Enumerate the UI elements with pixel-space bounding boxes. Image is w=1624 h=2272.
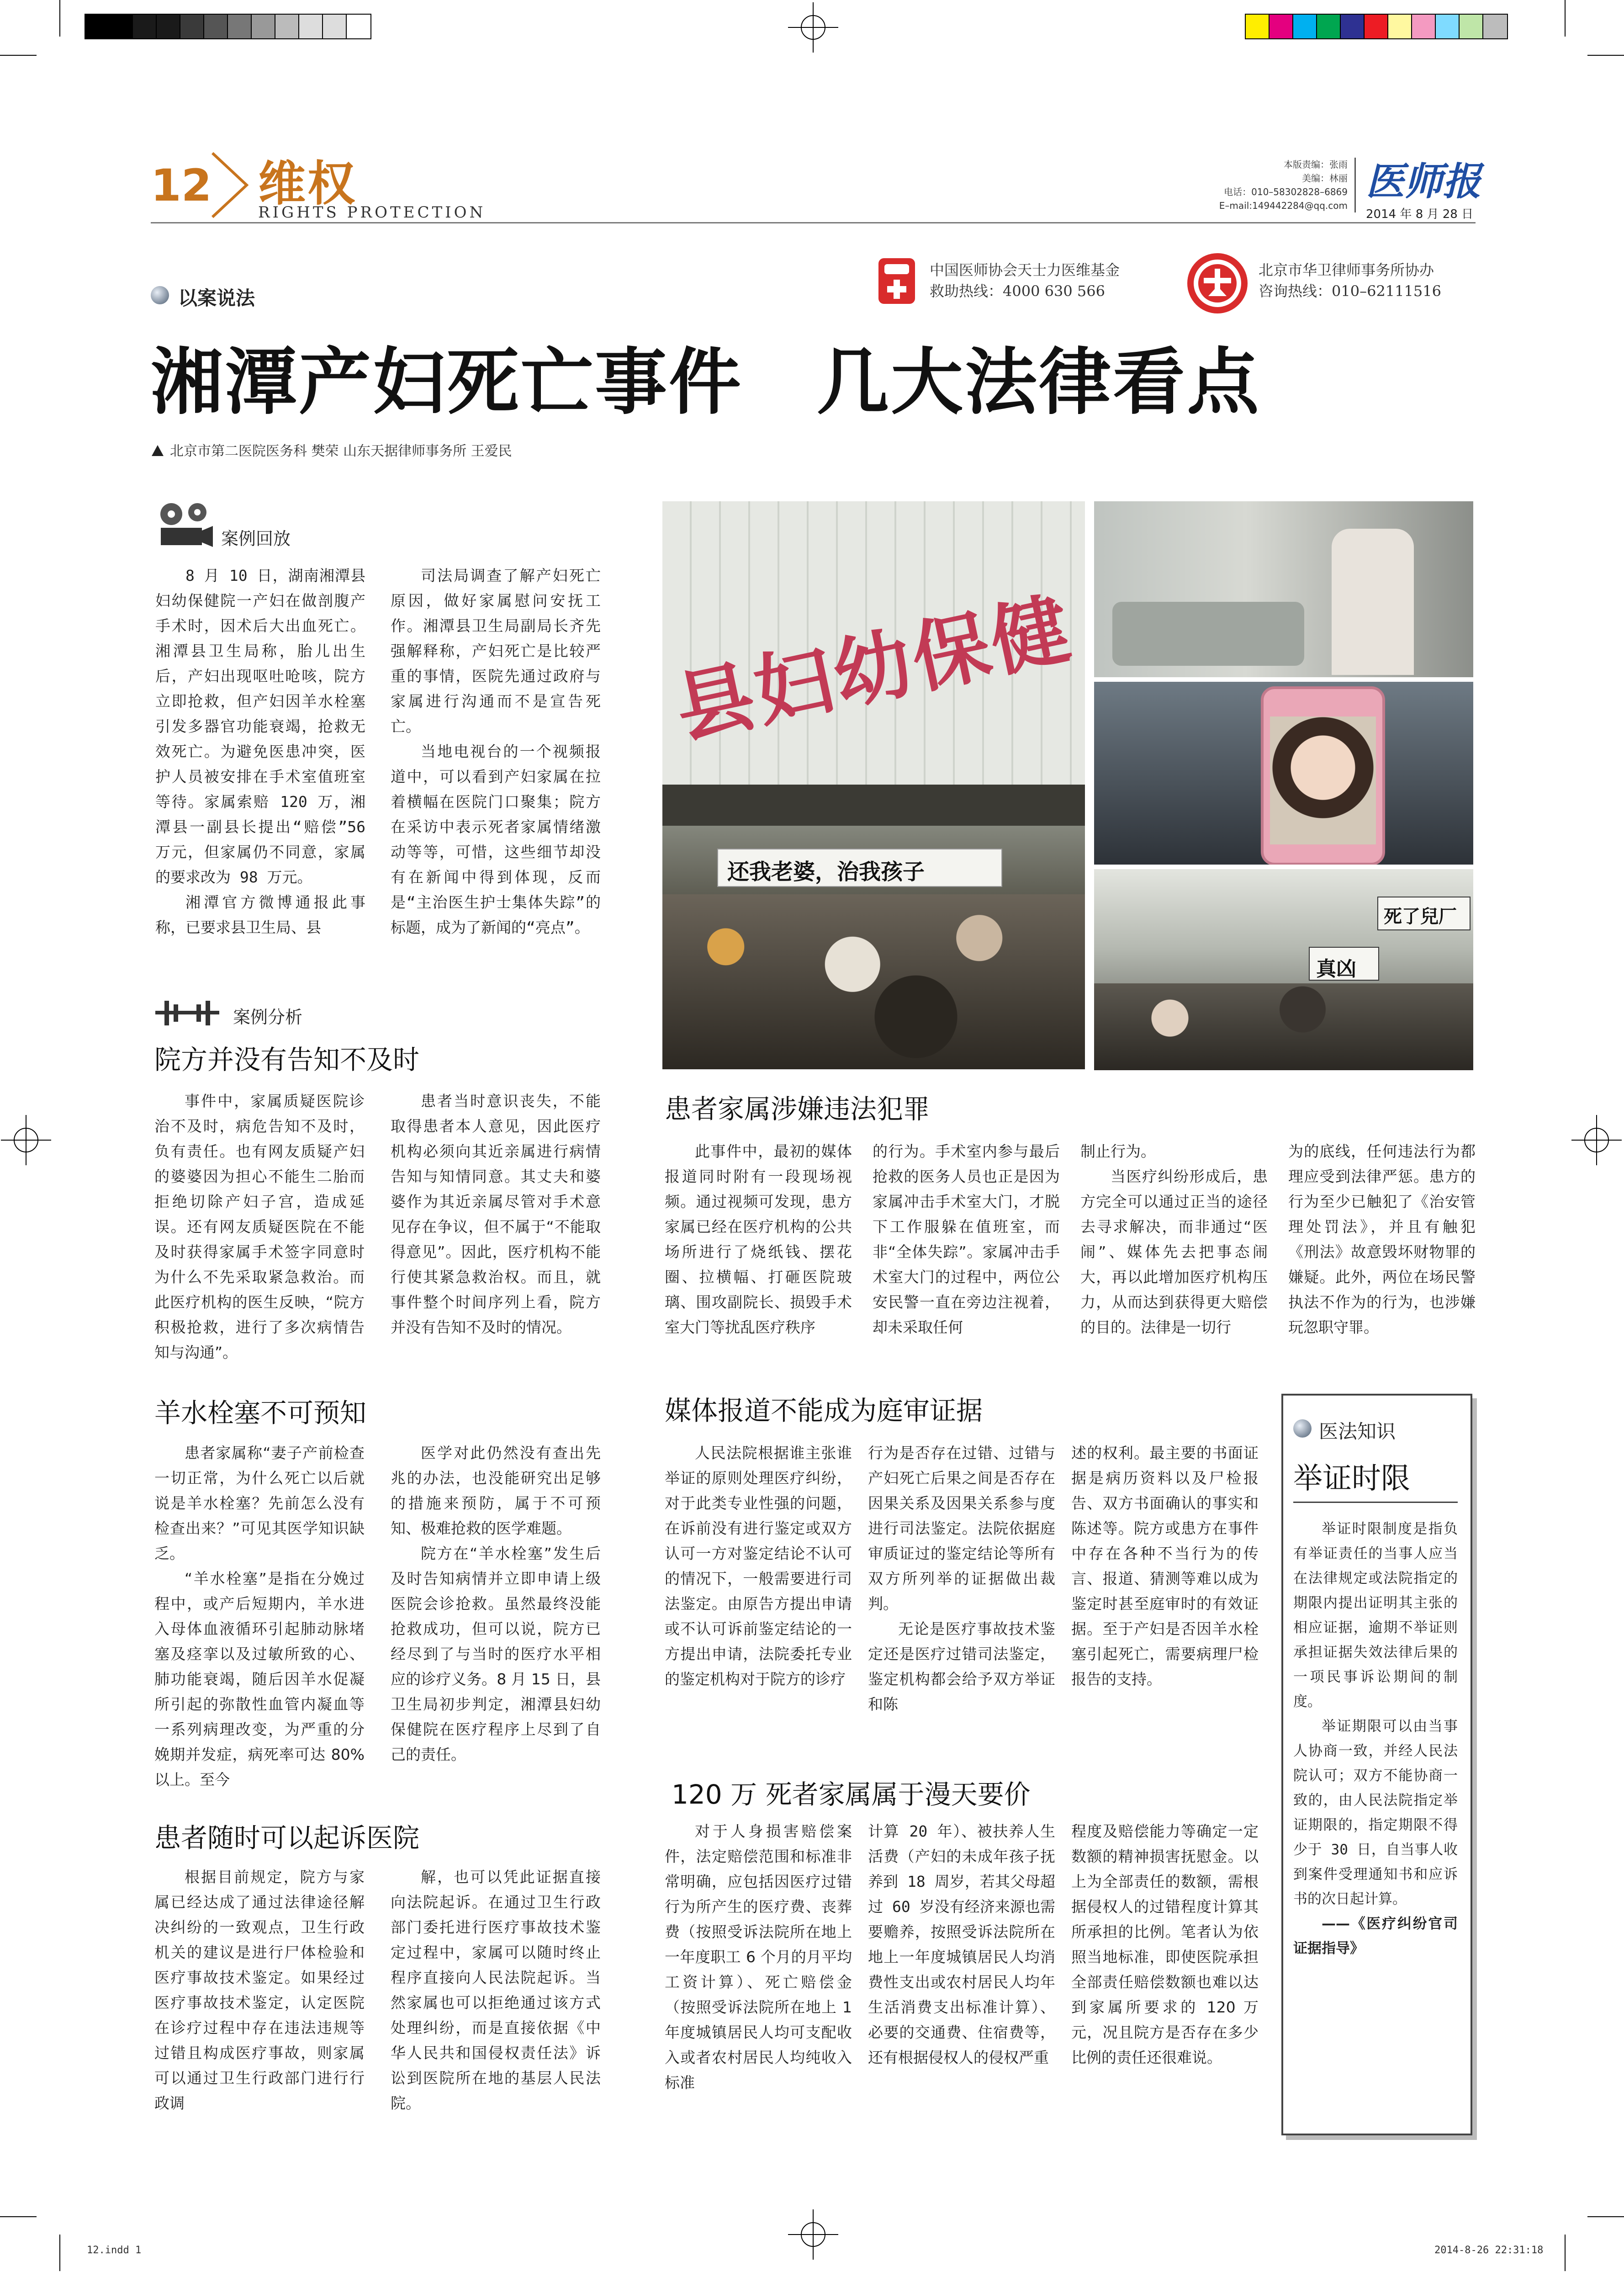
hotline-right: 北京市华卫律师事务所协办 咨询热线：010–62111516 — [1259, 261, 1441, 300]
chevron-right-icon — [208, 151, 251, 219]
phone-portrait-photo — [1094, 682, 1473, 865]
crop-line — [59, 2235, 60, 2271]
legal-knowledge-sidebar — [1281, 1394, 1472, 2135]
section-6-col-3: 程度及赔偿能力等确定一定数额的精神损害抚慰金。以上为全部责任的数额，需根据侵权人的过错程度计算其所承担的比例。笔者认为依照当地标准，即使医院承担全部责任赔偿数额也难以达到家属所要求的 120 万元，况且院方是否存在多少比例的责任还很难说。 — [1071, 1822, 1259, 2066]
building-sign: 县妇幼保健 — [667, 582, 1080, 755]
masthead-logo: 医师报 — [1366, 159, 1481, 204]
section-3-col-1: 根据目前规定，院方与家属已经达成了通过法律途径解决纠纷的一致观点，卫生行政机关的建议是进行尸体检验和医疗事故技术鉴定。如果经过医疗事故技术鉴定，认定医院在诊疗过程中存在违法违规等过错且构成医疗事故，则家属可以通过卫生行政部门进行行政调 — [154, 1868, 365, 2112]
entrance-canopy — [662, 785, 1085, 826]
crop-line — [1587, 2216, 1624, 2217]
hotline-left: 中国医师协会天士力医维基金 救助热线：4000 630 566 — [930, 261, 1120, 300]
ward-bed — [1112, 602, 1304, 666]
bullet-dot-icon — [151, 286, 169, 304]
section-2-col-1: 患者家属称“妻子产前检查一切正常，为什么死亡以后就说是羊水栓塞？先前怎么没有检查出来？”可见其医学知识缺乏。 “羊水栓塞”是指在分娩过程中，或产后短期内，羊水进入母体血液循环引起肺动脉堵塞及痉挛以及过敏所致的心、肺功能衰竭，随后因羊水促凝所引起的弥散性血管内凝血等一系列病理改变，为严重的分娩期并发症，病死率可达 80% 以上。至今 — [154, 1444, 365, 1789]
hospital-entrance-photo — [662, 501, 1085, 1069]
issue-date: 2014 年 8 月 28 日 — [1366, 207, 1474, 221]
masthead-divider — [1354, 158, 1356, 212]
phone-device — [1261, 686, 1385, 865]
section-6-col-1: 对于人身损害赔偿案件，法定赔偿范围和标准非常明确，应包括因医疗过错行为所产生的医疗费、丧葬费（按照受诉法院所在地上一年度职工 6 个月的月平均工资计算）、死亡赔偿金（按照受诉法院所在地上 1 年度城镇居民人均可支配收入或者农村居民人均纯收入标准 — [665, 1822, 852, 2092]
section-5-col-3: 述的权利。最主要的书面证据是病历资料以及尸检报告、双方书面确认的事实和陈述等。院方或患方在事件中存在各种不当行为的传言、报道、猜测等难以成为鉴定时甚至庭审时的有效证据。至于产妇是否因羊水栓塞引起死亡，需要病理尸检报告的支持。 — [1071, 1444, 1259, 1688]
section-5-col-1: 人民法院根据谁主张谁举证的原则处理医疗纠纷，对于此类专业性强的问题，在诉前没有进行鉴定或双方认可一方对鉴定结论不认可的情况下，一般需要进行司法鉴定。由原告方提出申请或不认可诉前鉴定结论的一方提出申请，法院委托专业的鉴定机构对于院方的诊疗 — [665, 1444, 852, 1688]
triangle-icon — [151, 444, 164, 457]
section-4-title: 患者家属涉嫌违法犯罪 — [665, 1094, 930, 1125]
section-3-title: 患者随时可以起诉医院 — [154, 1822, 420, 1853]
footer-timestamp: 2014-8-26 22:31:18 — [1434, 2245, 1544, 2256]
registration-mark-top — [788, 2, 838, 53]
section-4-col-2: 的行为。手术室内参与最后抢救的医务人员也正是因为家属冲击手术室大门，才脱下工作服躲在值班室，而非“全体失踪”。家属冲击手术室大门的过程中，两位公安民警一直在旁边注视着，却未采取任何 — [873, 1142, 1060, 1336]
section-1-col-1: 事件中，家属质疑医院诊治不及时，病危告知不及时，负有责任。也有网友质疑产妇的婆婆因为担心不能生二胎而拒绝切除产妇子宫，造成延误。还有网友质疑医院在不能及时获得家属手术签字同意时为什么不先采取紧急救治。而此医疗机构的医生反映，“院方积极抢救，进行了多次病情告知与沟通”。 — [154, 1092, 365, 1361]
case-review-col-1: 8 月 10 日，湖南湘潭县妇幼保健院一产妇在做剖腹产手术时，因术后大出血死亡。湘潭县卫生局称，胎儿出生后，产妇出现呕吐呛咳，院方立即抢救，但产妇因羊水栓塞引发多器官功能衰竭，抢救无效死亡。为避免医患冲突，医护人员被安排在手术室值班室等待。家属索赔 120 万，湘潭县一副县长提出“赔偿”56 万元，但家属仍不同意，家属的要求改为 98 万元。 湘潭官方微博通报此事称，已要求县卫生局、县 — [155, 567, 365, 936]
crop-line — [1565, 2235, 1566, 2271]
byline: 北京市第二医院医务科 樊荣 山东天据律师事务所 王爱民 — [170, 443, 512, 459]
section-6-col-2: 计算 20 年）、被扶养人生活费（产妇的未成年孩子抚养到 18 周岁，若其父母超过 60 岁没有经济来源也需要赡养，按照受诉法院所在地上一年度城镇居民人均消费性支出或农村居民人均年生活消费支出标准计算）、必要的交通费、住宿费等，还有根据侵权人的侵权严重 — [868, 1822, 1055, 2066]
headline: 湘潭产妇死亡事件 几大法律看点 — [151, 340, 1261, 425]
footer-file: 12.indd 1 — [87, 2245, 142, 2256]
section-5-title: 媒体报道不能成为庭审证据 — [665, 1395, 983, 1426]
case-review-col-2: 司法局调查了解产妇死亡原因，做好家属慰问安抚工作。湘潭县卫生局副局长齐先强解释称，产妇死亡是比较严重的事情，医院先通过政府与家属进行沟通而不是宣告死亡。 当地电视台的一个视频报道中，可以看到产妇家属在拉着横幅在医院门口聚集；院方在采访中表示死者家属情绪激动等等，可惜，这些细节却没有在新闻中得到体现，反而是“主治医生护士集体失踪”的标题，成为了新闻的“亮点”。 — [391, 567, 601, 936]
crowd-small — [1094, 983, 1473, 1070]
bullet-dot-icon — [1293, 1419, 1312, 1438]
crowd — [662, 894, 1085, 1069]
case-review-label: 案例回放 — [221, 529, 291, 549]
sidebar-rule — [1293, 1502, 1458, 1503]
crop-line — [59, 0, 60, 37]
section-4-col-4: 为的底线，任何违法行为都理应受到法律严惩。患方的行为至少已触犯了《治安管理处罚法》，并且有触犯《刑法》故意毁坏财物罪的嫌疑。此外，两位在场民警执法不作为的行为，也涉嫌玩忽职守罪。 — [1288, 1142, 1476, 1336]
sidebar-label: 医法知识 — [1319, 1420, 1396, 1443]
section-4-col-3: 制止行为。 当医疗纠纷形成后，患方完全可以通过正当的途径去寻求解决，而非通过“医闹”、媒体先去把事态闹大，再以此增加医疗机构压力，从而达到获得更大赔偿的目的。法律是一切行 — [1080, 1142, 1268, 1336]
section-5-col-2: 行为是否存在过错、过错与产妇死亡后果之间是否存在因果关系及因果关系参与度进行司法鉴定。法院依据庭审质证过的鉴定结论等所有双方所列举的证据做出裁判。 无论是医疗事故技术鉴定还是医疗过错司法鉴定，鉴定机构都会给予双方举证和陈 — [868, 1444, 1055, 1713]
phone-icon — [876, 256, 917, 306]
law-firm-seal-icon — [1185, 251, 1249, 315]
protest-sign-1: 死了兒厂 — [1377, 897, 1471, 930]
section-3-col-2: 解，也可以凭此证据直接向法院起诉。在通过卫生行政部门委托进行医疗事故技术鉴定过程中，家属可以随时终止程序直接向人民法院起诉。当然家属也可以拒绝通过该方式处理纠纷，而是直接依据《中华人民共和国侵权责任法》诉讼到医院所在地的基层人民法院。 — [391, 1868, 601, 2112]
crop-line — [1587, 55, 1624, 56]
protest-banner: 还我老婆，治我孩子 — [717, 849, 1002, 887]
page-number: 12 — [151, 160, 212, 211]
case-tag: 以案说法 — [178, 287, 255, 309]
ward-figure — [1332, 529, 1414, 675]
crop-line — [1565, 0, 1566, 37]
crop-line — [0, 55, 37, 56]
protest-sign-2: 真凶 — [1309, 947, 1379, 981]
editor-info: 本版责编：张雨 美编：林丽 电话：010–58302828–6869 E–mail:149442284@qq.com — [1219, 159, 1348, 211]
sidebar-body: 举证时限制度是指负有举证责任的当事人应当在法律规定或法院指定的期限内提出证明其主张的相应证据，逾期不举证则承担证据失效法律后果的一项民事诉讼期间的制度。 举证期限可以由当事人协商一致，并经人民法院认可；双方不能协商一致的，由人民法院指定举证期限的，指定期限不得少于 30 日，自当事人收到案件受理通知书和应诉书的次日起计算。 ——《医疗纠纷官司证据指导》 — [1293, 1521, 1458, 1957]
registration-mark-left — [1, 1115, 51, 1165]
registration-mark-right — [1571, 1115, 1622, 1165]
hospital-ward-photo — [1094, 501, 1473, 677]
phone-screen — [1270, 717, 1376, 844]
section-title: 维权 — [258, 156, 357, 212]
analysis-label: 案例分析 — [233, 1007, 303, 1027]
crowd-entrance-photo — [1094, 869, 1473, 1070]
section-1-title: 院方并没有告知不及时 — [154, 1044, 420, 1075]
section-2-title: 羊水栓塞不可预知 — [154, 1397, 367, 1428]
film-projector-icon — [155, 500, 215, 551]
section-1-col-2: 患者当时意识丧失，不能取得患者本人意见，因此医疗机构必须向其近亲属进行病情告知与知情同意。其丈夫和婆婆作为其近亲属尽管对手术意见存在争议，但不属于“不能取得意见”。因此，医疗机构不能行使其紧急救治权。而且，就事件整个时间序列上看，院方并没有告知不及时的情况。 — [391, 1092, 601, 1336]
registration-mark-bottom — [788, 2209, 838, 2260]
scales-icon — [155, 997, 219, 1029]
section-4-col-1: 此事件中，最初的媒体报道同时附有一段现场视频。通过视频可发现，患方家属已经在医疗机构的公共场所进行了烧纸钱、摆花圈、拉横幅、打砸医院玻璃、围攻副院长、损毁手术室大门等扰乱医疗秩序 — [665, 1142, 852, 1336]
sidebar-title: 举证时限 — [1293, 1462, 1410, 1496]
header-rule — [151, 222, 1476, 223]
section-6-title: 120 万 死者家属属于漫天要价 — [672, 1779, 1031, 1810]
crop-line — [0, 2216, 37, 2217]
section-subtitle: RIGHTS PROTECTION — [258, 203, 486, 222]
section-2-col-2: 医学对此仍然没有查出先兆的办法，也没能研究出足够的措施来预防，属于不可预知、极难抢救的医学难题。 院方在“羊水栓塞”发生后及时告知病情并立即申请上级医院会诊抢救。虽然最终没能抢救成功，但可以说，院方已经尽到了与当时的医疗水平相应的诊疗义务。8 月 15 日，县卫生局初步判定，湘潭县妇幼保健院在医疗程序上尽到了自己的责任。 — [391, 1444, 601, 1763]
